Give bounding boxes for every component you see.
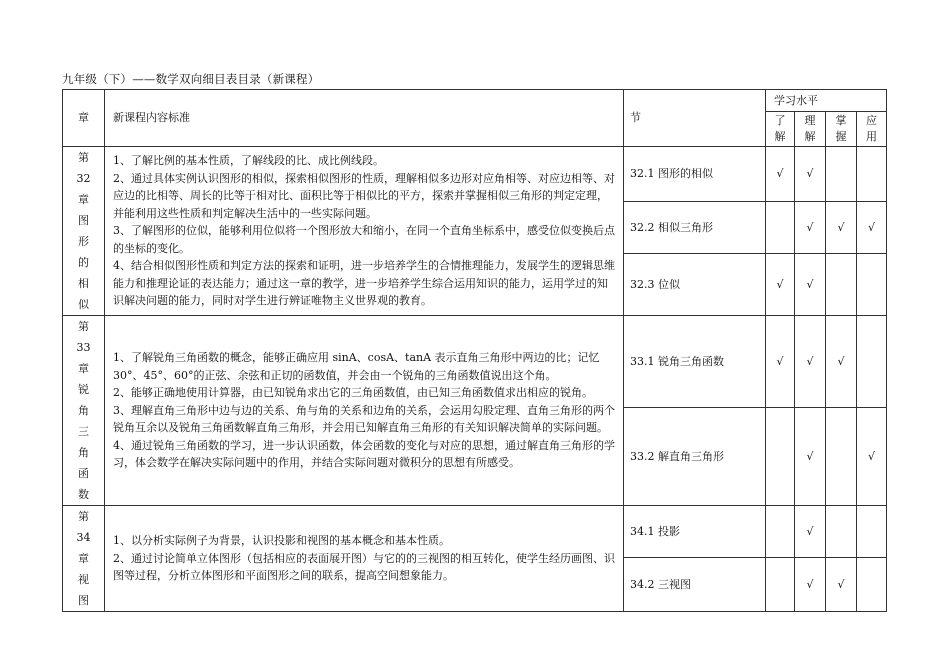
level-check: √	[795, 407, 826, 505]
chapter-label-char: 数	[78, 488, 89, 501]
chapter-label-char: 角	[78, 446, 89, 459]
level-check: √	[795, 202, 826, 254]
level-check: √	[795, 254, 826, 316]
header-level-char: 用	[866, 130, 877, 143]
header-level-char: 理	[804, 114, 816, 127]
chapter-label-char: 第	[78, 510, 89, 523]
chapter-label-char: 函	[78, 467, 89, 480]
header-level-char: 解	[774, 130, 786, 143]
chapter-label-char: 三	[78, 425, 89, 438]
level-empty	[826, 254, 857, 316]
header-level-char: 了	[774, 114, 786, 127]
content-standards	[105, 316, 624, 506]
chapter-label-char: 锐	[78, 383, 89, 396]
chapter-label-char: 章	[78, 193, 89, 206]
standard-item: 4、结合相似图形性质和判定方法的探索和证明，进一步培养学生的合情推理能力，发展学生的逻辑思维能力和推理论证的表达能力；通过这一章的教学，进一步培养学生综合运用知识的能力，运用学过的知识解决问题的能力，同时对学生进行辨证唯物主义世界观的教育。	[113, 259, 615, 308]
level-empty	[826, 407, 857, 505]
standard-item: 1、了解比例的基本性质，了解线段的比、成比例线段。	[113, 154, 384, 168]
section-name: 33.2 解直角三角形	[624, 407, 766, 505]
header-standard: 新课程内容标准	[105, 90, 624, 147]
chapter-label-char: 图	[78, 594, 89, 607]
standard-item: 1、以分析实际例子为背景，认识投影和视图的基本概念和基本性质。	[113, 534, 450, 548]
header-row	[63, 90, 887, 112]
level-check: √	[766, 316, 795, 408]
level-empty	[857, 506, 887, 558]
chapter-label-char: 32	[76, 172, 91, 185]
level-check: √	[766, 254, 795, 316]
standard-item: 1、了解锐角三角函数的概念，能够正确应用 sinA、cosA、tanA 表示直角三角形中两边的比；记忆 30°、45°、60°的正弦、余弦和正切的函数值，并会由一个锐角的三角函数值说出这个角。	[113, 351, 600, 382]
header-level-char: 解	[804, 130, 816, 143]
chapter-label-char: 第	[78, 151, 89, 164]
chapter-label-char: 形	[78, 235, 89, 248]
chapter-label-char: 视	[78, 573, 89, 586]
standard-item: 3、理解直角三角形中边与边的关系、角与角的关系和边角的关系，会运用勾股定理、直角三角形的两个锐角互余以及锐角三角函数解直角三角形，并会用已知解直角三角形的有关知识解决简单的实际问题。	[113, 403, 615, 435]
header-section: 节	[624, 90, 766, 147]
chapter-label-char: 章	[78, 362, 89, 375]
level-empty	[826, 147, 857, 202]
section-name: 34.2 三视图	[624, 557, 766, 611]
chapter-label	[63, 506, 105, 612]
standard-item: 3、了解图形的位似，能够利用位似将一个图形放大和缩小，在同一个直角坐标系中，感受位似变换后点的坐标的变化。	[113, 224, 615, 255]
header-chapter: 章	[63, 90, 105, 147]
header-level-0	[766, 112, 795, 147]
header-level-char: 掌	[835, 114, 847, 127]
level-check: √	[795, 147, 826, 202]
chapter-label-char: 章	[78, 552, 89, 565]
standard-item: 4、通过锐角三角函数的学习，进一步认识函数，体会函数的变化与对应的思想，通过解直角三角形的学习，体会数学在解决实际问题中的作用，并结合实际问题对微积分的思想有所感受。	[113, 438, 615, 470]
header-level-2	[826, 112, 857, 147]
level-empty	[826, 506, 857, 558]
header-level-char: 应	[866, 114, 877, 127]
section-row	[63, 506, 887, 558]
section-name: 34.1 投影	[624, 506, 766, 558]
section-name: 32.1 图形的相似	[624, 147, 766, 202]
section-name: 33.1 锐角三角函数	[624, 316, 766, 408]
level-check: √	[795, 557, 826, 611]
level-check: √	[766, 147, 795, 202]
document-title: 九年级（下）——数学双向细目表目录（新课程）	[62, 72, 320, 86]
level-empty	[857, 147, 887, 202]
curriculum-table	[62, 89, 887, 612]
section-name: 32.2 相似三角形	[624, 202, 766, 254]
level-check: √	[826, 202, 857, 254]
level-check: √	[826, 316, 857, 408]
section-name: 32.3 位似	[624, 254, 766, 316]
chapter-label-char: 图	[78, 214, 89, 227]
level-check: √	[857, 407, 887, 505]
level-check: √	[795, 506, 826, 558]
chapter-label-char: 角	[78, 404, 89, 417]
header-level-1	[795, 112, 826, 147]
level-empty	[766, 557, 795, 611]
chapter-label-char: 34	[76, 531, 91, 544]
header-level-char: 握	[835, 130, 847, 143]
level-check: √	[857, 202, 887, 254]
level-empty	[857, 254, 887, 316]
level-empty	[766, 506, 795, 558]
header-level-group: 学习水平	[766, 90, 887, 112]
level-check: √	[795, 316, 826, 408]
standard-item: 2、通过讨论简单立体图形（包括相应的表面展开图）与它的的三视图的相互转化，使学生经历画图、识图等过程，分析立体图形和平面图形之间的联系，提高空间想象能力。	[113, 551, 615, 583]
chapter-label	[63, 147, 105, 316]
content-standards	[105, 147, 624, 316]
chapter-label	[63, 316, 105, 506]
header-level-3	[857, 112, 887, 147]
level-empty	[857, 316, 887, 408]
level-empty	[766, 202, 795, 254]
chapter-label-char: 相	[78, 277, 89, 290]
level-empty	[857, 557, 887, 611]
level-empty	[766, 407, 795, 505]
chapter-label-char: 的	[78, 256, 89, 269]
standard-item: 2、通过具体实例认识图形的相似，探索相似图形的性质，理解相似多边形对应角相等、对应边相等、对应边的比相等、周长的比等于相对比、面积比等于相似比的平方，探索并掌握相似三角形的判定定理，并能利用这些性质和判定解决生活中的一些实际问题。	[113, 171, 615, 220]
chapter-label-char: 第	[78, 320, 89, 333]
content-standards	[105, 506, 624, 612]
section-row	[63, 147, 887, 202]
section-row	[63, 316, 887, 408]
level-check: √	[826, 557, 857, 611]
chapter-label-char: 33	[76, 341, 91, 354]
standard-item: 2、能够正确地使用计算器，由已知锐角求出它的三角函数值，由已知三角函数值求出相应的锐角。	[113, 386, 593, 400]
chapter-label-char: 似	[78, 298, 89, 311]
